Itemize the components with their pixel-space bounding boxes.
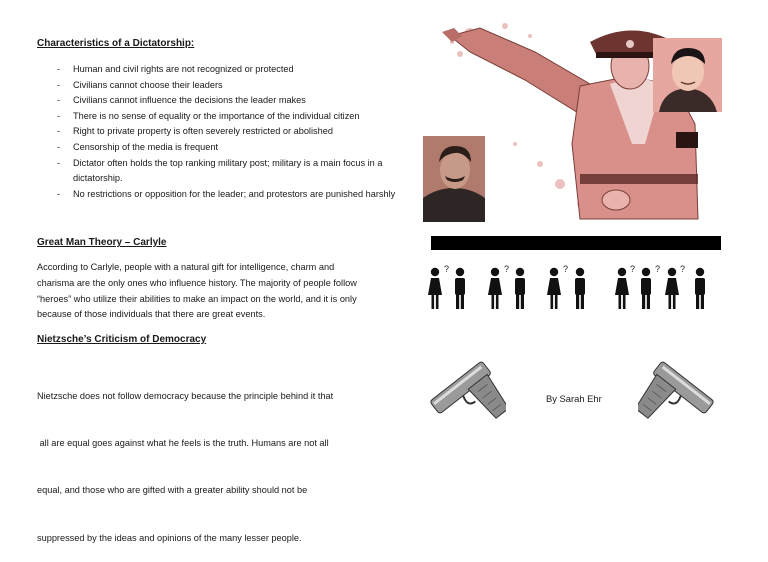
list-item: - Human and civil rights are not recognized or protected (37, 62, 417, 78)
paragraph-line: charisma are the only ones who influence history. The majority of people follow (37, 277, 357, 288)
great-man-heading: Great Man Theory – Carlyle (37, 237, 167, 248)
pistol-right-icon (638, 348, 718, 444)
leader-portrait-right-image (653, 38, 722, 112)
list-item: - Dictator often holds the top ranking military post; military is a main focus in a dictatorship. (37, 156, 417, 187)
pistol-left-icon (426, 348, 506, 444)
nietzsche-heading: Nietzsche’s Criticism of Democracy (37, 334, 207, 345)
list-item: - Civilians cannot choose their leaders (37, 78, 417, 94)
svg-text:?: ? (680, 264, 686, 274)
crowd-figures-image (424, 263, 720, 311)
list-item: - Censorship of the media is frequent (37, 140, 417, 156)
paragraph-line: equal, and those who are gifted with a greater ability should not be (37, 485, 308, 496)
svg-text:?: ? (444, 264, 450, 274)
list-item: - Right to private property is often severely restricted or abolished (37, 124, 417, 140)
black-banner (431, 236, 721, 250)
paragraph-line: suppressed by the ideas and opinions of the many lesser people. (37, 532, 302, 543)
list-item: - No restrictions or opposition for the leader; and protestors are punished harshly (37, 187, 417, 203)
svg-text:?: ? (563, 264, 569, 274)
list-item: - There is no sense of equality or the importance of the individual citizen (37, 109, 417, 125)
great-man-paragraph (37, 260, 357, 323)
paragraph-line: According to Carlyle, people with a natural gift for intelligence, charm and (37, 262, 335, 272)
leader-portrait-left-image (423, 136, 485, 222)
dictatorship-list (37, 62, 417, 202)
svg-text:?: ? (655, 264, 661, 274)
svg-text:?: ? (630, 264, 636, 274)
paragraph-line: because of those individuals that there are great events. (37, 309, 266, 320)
nietzsche-paragraph (37, 357, 333, 562)
author-credit: By Sarah Ehr (546, 393, 602, 404)
paragraph-line: “heroes” who utilize their abilities to make an impact on the world, and it is only (37, 293, 357, 304)
svg-text:?: ? (504, 264, 510, 274)
paragraph-line: Nietzsche does not follow democracy because the principle behind it that (37, 390, 334, 401)
list-item: - Civilians cannot influence the decisions the leader makes (37, 93, 417, 109)
dictatorship-heading: Characteristics of a Dictatorship: (37, 38, 195, 49)
paragraph-line: all are equal goes against what he feels is the truth. Humans are not all (37, 437, 329, 448)
